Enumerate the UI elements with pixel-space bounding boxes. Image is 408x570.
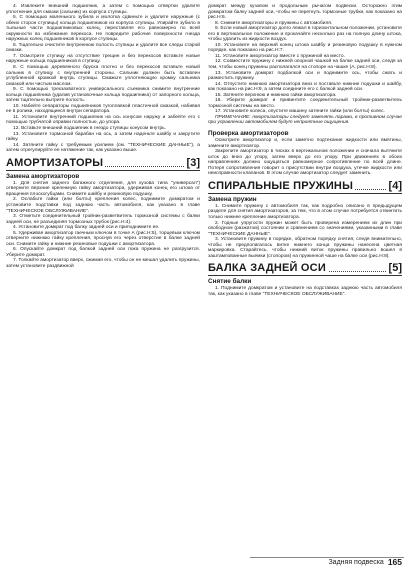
paragraph: Закрепите амортизатор в тисках в вертикальном положении и сначала вытяните шток до вниз до упору, затем вверх до его упору. При движениях в обоих направлениях должно ощущаться равномерное сопротивление по всей длине. Потеря сопротивления говорит о присутствии внутри воздуха, утечке жидкости или неисправности клапанов. В этом случае амортизатор следует заменить. xyxy=(208,149,402,177)
chapter-number: [3] xyxy=(186,156,200,169)
left-column xyxy=(6,4,200,270)
paragraph: 7. Толкайте амортизатор вверх, сжимая его, чтобы он не мешал удалить пружины, затем установите раздвижной xyxy=(6,258,200,269)
paragraph: 15. Затяните верхнюю и нижнюю гайки амортизатора. xyxy=(215,92,337,98)
paragraph: 5. Удерживая амортизатор гаечным ключом в точке А (рис.Н:5), торцевым ключом отверните нижнюю гайку крепления, проснув его через отверстие в балке задней оси. Снимите гайку и нижние резиновые подушки с амортизатора. xyxy=(6,230,200,247)
paragraph: 10. Установите на верхний конец штока шайбу и резиновую подушку в нужном порядке, как показано на рис.Н:7. xyxy=(208,42,402,54)
chapter-heading-coil-springs xyxy=(208,180,402,194)
page-number: 165 xyxy=(387,557,402,567)
paragraph: 12. Совместите пружину с нижней опорной чашкой на балке задней оси, следя за тем, чтобы конец пружины располагался на стопоре на чашке (А, рис.Н:8). xyxy=(208,59,402,71)
section-heading: Снятие балки xyxy=(208,278,252,286)
paragraph: 4. Установите домкрат под балку задней оси и приподнимите ее. xyxy=(13,225,160,231)
page-footer xyxy=(328,557,402,567)
paragraph: 11. Установите внутренний подшипник на ось конусом наружу и забейте его с помощью трубчатой оправки полностью, до упора. xyxy=(6,114,200,126)
paragraph: домкрат между кузовом и продольным рычагом подвески. Осторожно этим домкратом балку задней оси, чтобы не перегнуть тормозные трубки, как показано на рис.Н:6. xyxy=(208,4,402,21)
section-heading: Замена амортизаторов xyxy=(6,172,80,180)
paragraph: 2. Ослабьте гайки (или болты) крепления колес, поднимите домкратом и установите подставки под заднюю часть автомобиля, как указано в главе "ТЕХНИЧЕСКОЕ ОБСЛУЖИВАНИЕ". xyxy=(6,197,200,214)
paragraph: 8. Снимите амортизаторы и пружины с автомобиля. xyxy=(215,20,333,26)
paragraph: 4. Извлеките внешний подшипник, а затем с помощью отвертки удалите уплотнение для смазки (сальник) из корпуса ступицы. xyxy=(6,4,200,15)
chapter-title: СПИРАЛЬНЫЕ ПРУЖИНЫ xyxy=(208,179,354,192)
chapter-heading-shock-absorbers xyxy=(6,157,200,171)
paragraph: 3. Отметьте соединительный тройник-разветвитель тормозной системы с балки задней оси, не разъединяя тормозных трубок (рис.Н:4). xyxy=(6,214,200,225)
section-heading: Проверка амортизаторов xyxy=(208,130,289,138)
paragraph: Осмотрите амортизатор и, если заметно подтекание жидкости или вмятины, замените амортизатор. xyxy=(208,138,402,149)
paragraph: 11. Установите амортизатор вместе с пружиной на место. xyxy=(215,53,345,59)
paragraph: 1. Снимите пружину с автомобиля так, как подробно описано в предыдущем разделе для снятия амортизаторов, за тем, что в этом случае потребуется отвинтить только нижнее крепление амортизатора. xyxy=(208,203,402,220)
paragraph: 13. Установите тормозной барабан на ось, а затем наденьте шайбу и закрутите гайку. xyxy=(6,131,200,143)
paragraph: 8. С помощью деревянного бруска плотно и без перекосов вставьте новый сальник в ступицу с внутренней стороны. Сальник должен быть вставлен углубленной кромкой внутрь ступицы. Смажьте уплотняющую кромку сальника смазкой или чистым маслом. xyxy=(6,65,200,87)
paragraph: 14. Отпустите нижнюю амортизатора вниз и поставьте нижние подушки и шайбу, как показано на рис.Н:9, а затем соедините его с балкой задней оси. xyxy=(208,81,402,93)
paragraph: 1. Поднимите домкратом и установите на подставках заднюю часть автомобиля так, как указано в главе "ТЕХНИЧЕСКОЕ ОБСЛУЖИВАНИЕ". xyxy=(208,286,402,297)
paragraph: 13. Установите домкрат подбалкой оси и поднимите ось, чтобы сжать и разместить пружину. xyxy=(208,70,402,82)
chapter-title: БАЛКА ЗАДНЕЙ ОСИ xyxy=(208,262,326,275)
paragraph: 3. Установите пружину в порядке, обратном порядку снятия, следя внимательно, чтобы не предполагалось витке нижнего конца пружины нанесена цветная маркировка. Старайтесь, чтобы нижний виток пружины правильно вошел в заштампованные выемки (стопором) на пружинной чаше на балке оси (рис.Н:8). xyxy=(208,237,402,259)
paragraph: 16. Уберите домкрат и привинтите соединительный тройник-разветвитель тормозной системы на место. xyxy=(208,98,402,109)
paragraph: 2. Годные упругости пружин может быть проверена измерением их длин при свободном (разжатом) состоянии и сравнением со значениями, указанными в главе "ТЕХНИЧЕСКИЕ ДАННЫЕ". xyxy=(208,220,402,237)
chapter-number: [4] xyxy=(388,179,402,192)
paragraph: 12. Вставьте внешний подшипник в гнездо ступицы конусом внутрь. xyxy=(13,126,167,132)
right-column xyxy=(208,4,402,297)
paragraph: 7. Осмотрите ступицу на отсутствие трещин и без перекосов вставьте новые наружные кольца подшипников в ступицу. xyxy=(6,53,200,65)
chapter-title: АМОРТИЗАТОРЫ xyxy=(6,156,104,169)
paragraph: 6. Опускайте домкрат под балкой задней оси пока пружина не разгрузится. Уберите домкрат. xyxy=(6,247,200,258)
paragraph: 17. Установите колеса, опустите машину затяните гайки (или болты) колес. xyxy=(215,109,385,115)
note-paragraph: ПРИМЕЧАНИЕ: Амортизаторы следует заменять парами, в противном случае при управлении автомобилем будут неприятные ощущения. xyxy=(208,114,402,126)
paragraph: 1. Для снятия заднего багажного отделения, для кузова типа "универсал") отверните верхние крепежную гайку амортизатора, удерживая конец его штока от вращения плоскогубцами. Снимите шайбу и резиновую подушку. xyxy=(6,180,200,197)
paragraph: 14. Затяните гайку с требуемым усилием (см. "ТЕХНИЧЕСКИЕ ДАННЫЕ"), а затем отрегулируйте ее натяжение так, как указано выше. xyxy=(6,142,200,154)
paragraph: 5. С помощью маленького зубила и молотка сдвиньте и удалите наружные (с обеих сторон ступицы) кольца подшипников из корпуса ступицы. Упирайте зубило в тыльные части подшипниковых колец, переставляя его равномерно по всей окружности во избежание перекоса. Не повредите рабочие поверхности гнезда наружных колец подшипников в корпусе ступицы. xyxy=(6,15,200,43)
footer-section-title: Задняя подвеска xyxy=(328,558,384,566)
paragraph: 6. Тщательно очистите внутреннюю полость ступицы и удалите все следы старой смазки. xyxy=(6,42,200,54)
chapter-number: [5] xyxy=(388,262,402,275)
paragraph: 9. С помощью трехзахватного универсального съемника снимите внутренние кольца подшипника (удалив установочные кольца подшипника) от запорного кольца, затем тщательно вытрите полость. xyxy=(6,87,200,104)
paragraph: 10. Набейте сепараторы подшипников тугоплавкой пластичной смазкой, набивая ее в ролики, находящиеся внутри сепаратора. xyxy=(6,103,200,115)
chapter-heading-rear-axle-beam xyxy=(208,262,402,276)
section-heading: Замена пружин xyxy=(208,195,257,203)
paragraph: 9. Если новый амортизатор долго лежал в горизонтальном положении, установите его в вертикальное положение и прокачайте несколько раз на полную длину штока, чтобы удалить из жидкости воздух. xyxy=(208,26,402,43)
